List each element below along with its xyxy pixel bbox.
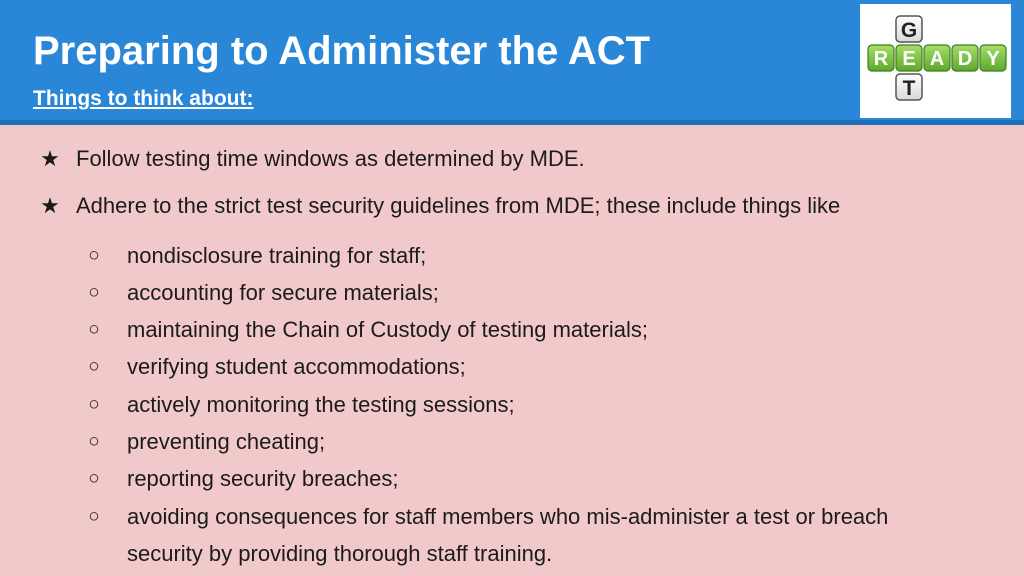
logo-tile-letter: A bbox=[929, 48, 945, 70]
logo-tile-letter: D bbox=[957, 48, 973, 70]
star-bullet-icon: ★ bbox=[40, 146, 60, 171]
circle-bullet-icon: ○ bbox=[88, 319, 100, 340]
circle-bullet-icon: ○ bbox=[88, 506, 100, 527]
get-ready-logo bbox=[860, 4, 1011, 118]
get-ready-tiles-icon bbox=[860, 4, 1011, 118]
circle-bullet-icon: ○ bbox=[88, 468, 100, 489]
logo-tile-letter: E bbox=[902, 48, 916, 70]
logo-tile-letter: Y bbox=[986, 48, 1000, 70]
slide-title: Preparing to Administer the ACT bbox=[33, 29, 651, 73]
circle-bullet-icon: ○ bbox=[88, 245, 100, 266]
logo-letter-top: G bbox=[900, 19, 918, 42]
bullet-text: Follow testing time windows as determined by MDE. bbox=[76, 146, 585, 171]
slide-subtitle: Things to think about: bbox=[33, 87, 254, 110]
circle-bullet-icon: ○ bbox=[88, 394, 100, 415]
star-bullet-icon: ★ bbox=[40, 193, 60, 218]
circle-bullet-icon: ○ bbox=[88, 282, 100, 303]
logo-letter-bottom: T bbox=[902, 77, 916, 100]
circle-bullet-icon: ○ bbox=[88, 431, 100, 452]
bullet-text: Adhere to the strict test security guidelines from MDE; these include things like bbox=[76, 193, 841, 218]
slide-header bbox=[0, 0, 1024, 125]
circle-bullet-icon: ○ bbox=[88, 356, 100, 377]
logo-tile-letter: R bbox=[873, 48, 889, 70]
